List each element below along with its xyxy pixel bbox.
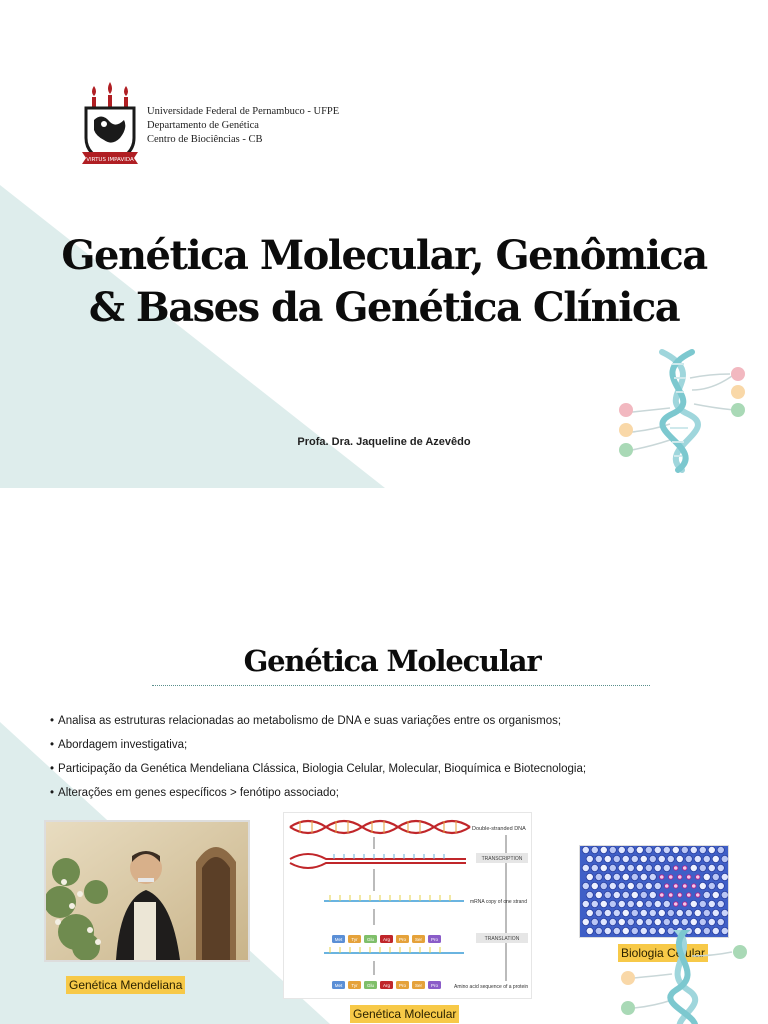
caption-mendel: Genética Mendeliana [66,976,185,994]
amino-acid-label: Met [334,983,343,988]
diagram-label: TRANSCRIPTION [481,856,523,862]
amino-acid-label: Arg [382,983,391,988]
caption-cell-biology: Biologia Celular [618,944,708,962]
amino-acid-label: Tyr [351,937,358,942]
mendel-painting [44,820,250,962]
institution-line: Centro de Biociências - CB [147,134,263,145]
amino-acid-label: Arg [382,937,391,942]
amino-acid-label: Tyr [351,983,358,988]
diagram-label: TRANSLATION [484,936,520,942]
caption-molecular: Genética Molecular [350,1005,459,1023]
title-line: & Bases da Genética Clínica [88,284,680,331]
amino-acid-label: Pro [398,983,407,988]
list-item: • Alterações em genes específicos > fenótipo associado; [50,781,750,805]
list-item: • Participação da Genética Mendeliana Clássica, Biologia Celular, Molecular, Bioquímica e Biotecnologia; [50,757,750,781]
amino-acid-label: Ser [414,983,423,988]
dna-helix-icon [612,348,752,474]
ufpe-logo [80,80,140,170]
diagram-label: Amino acid sequence of a protein [454,984,529,990]
plant-cell-micrograph [579,845,729,938]
logo-motto: VIRTUS IMPAVIDA [86,157,134,163]
amino-acid-label: Glu [366,937,375,942]
amino-acid-label: Pro [398,937,407,942]
list-item: • Analisa as estruturas relacionadas ao metabolismo de DNA e suas variações entre os organismos; [50,709,750,733]
amino-acid-label: Glu [366,983,375,988]
institution-line: Departamento de Genética [147,120,259,131]
author-name: Profa. Dra. Jaqueline de Azevêdo [297,436,471,448]
diagram-label: mRNA copy of one strand [470,899,527,905]
diagram-label: Double-stranded DNA [472,826,526,832]
institution-block [147,105,339,147]
title-line: Genética Molecular, Genômica [61,232,707,279]
amino-acid-label: Met [334,937,343,942]
slide-title [40,230,728,334]
content-slide [0,512,768,1024]
bullet-list [50,709,750,805]
central-dogma-diagram [283,812,532,999]
amino-acid-label: Ser [414,937,423,942]
amino-acid-label: Pro [430,937,439,942]
dna-helix-icon [614,930,754,1024]
amino-acid-label: Pro [430,983,439,988]
title-divider [152,685,650,686]
slide-title: Genética Molecular [243,644,541,678]
institution-line: Universidade Federal de Pernambuco - UFPE [147,106,340,117]
list-item: • Abordagem investigativa; [50,733,750,757]
